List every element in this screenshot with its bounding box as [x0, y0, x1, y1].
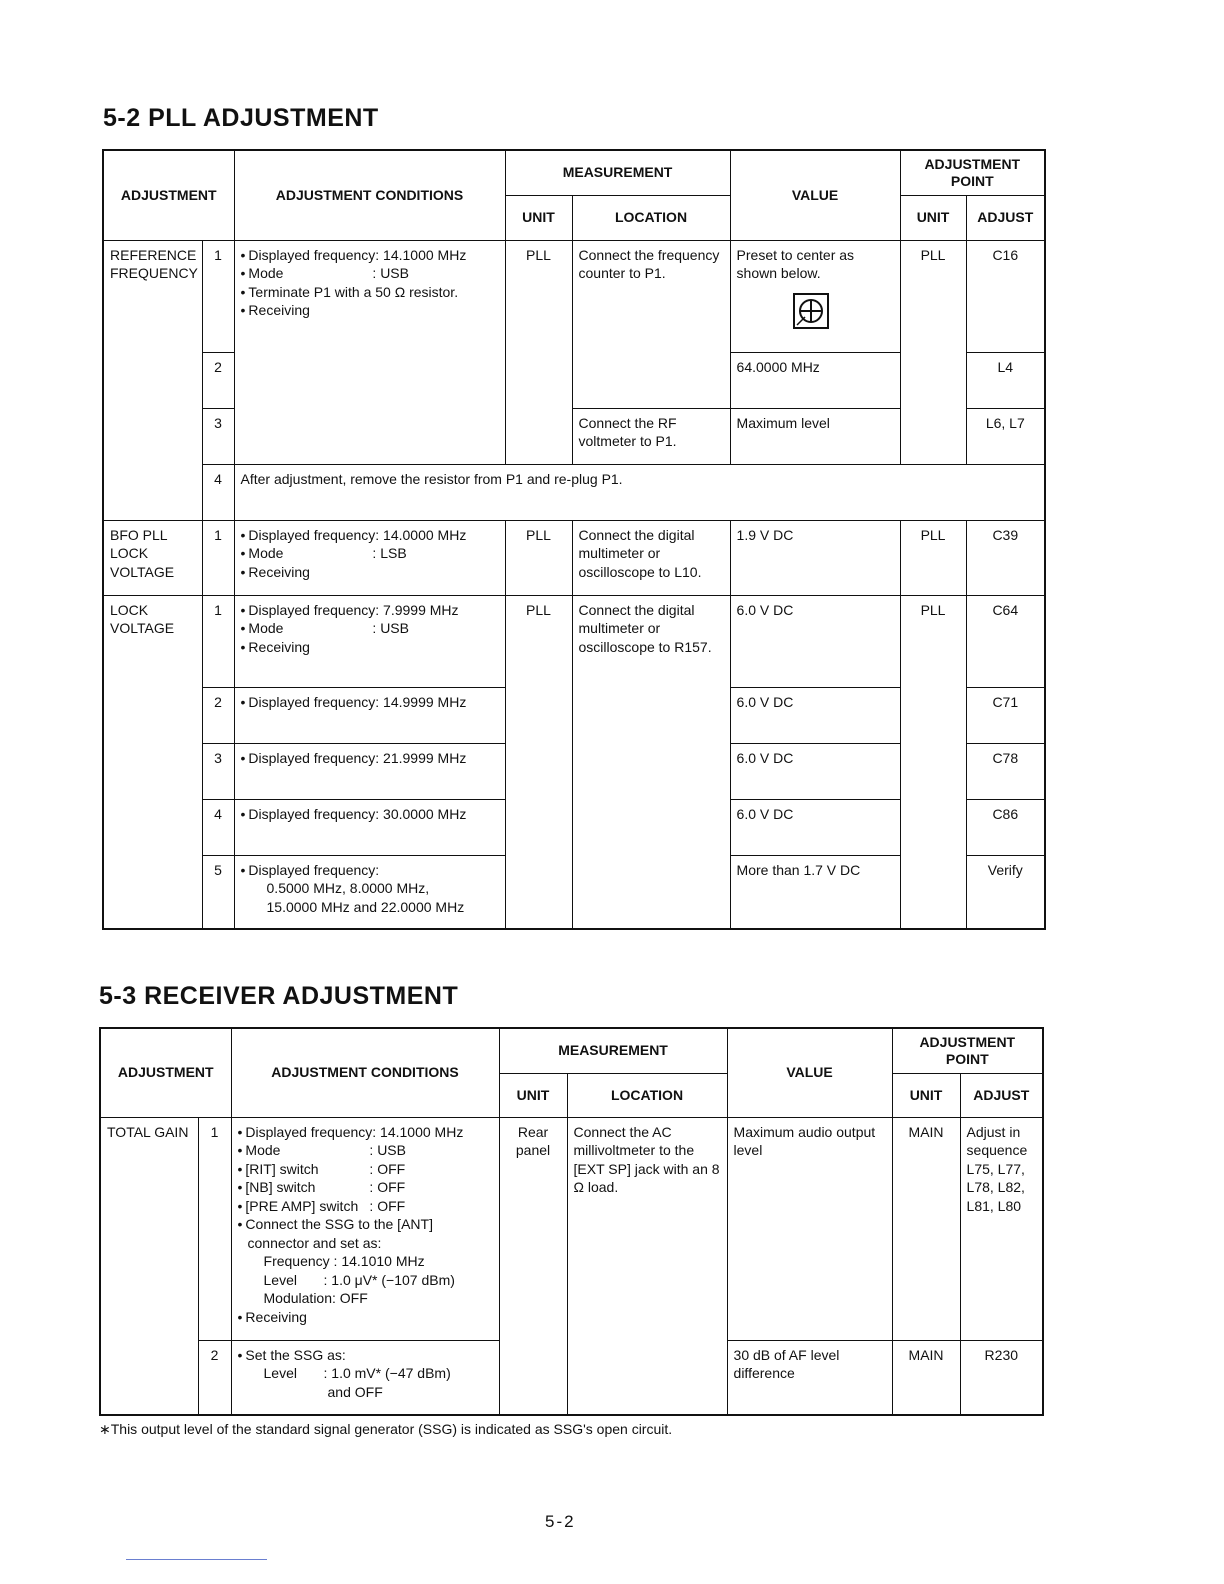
- step-number: 4: [202, 799, 234, 855]
- ap-unit: PLL: [900, 240, 966, 464]
- value-cell: Maximum audio output level: [727, 1117, 892, 1340]
- header-adjustment: ADJUSTMENT: [103, 150, 234, 240]
- measurement-location: Connect the frequency counter to P1.: [572, 240, 730, 408]
- header-ap-unit: UNIT: [900, 195, 966, 240]
- header-unit: UNIT: [505, 195, 572, 240]
- value-cell: 6.0 V DC: [730, 687, 900, 743]
- header-ap-unit: UNIT: [892, 1073, 960, 1117]
- measurement-unit: Rear panel: [499, 1117, 567, 1415]
- step-number: 2: [202, 687, 234, 743]
- pll-adjustment-table: [102, 149, 1046, 930]
- header-measurement: MEASUREMENT: [499, 1028, 727, 1073]
- step-number: 1: [202, 520, 234, 595]
- header-adjustment-point: ADJUSTMENT POINT: [900, 150, 1045, 195]
- receiver-adjustment-table: [99, 1027, 1044, 1416]
- ap-adjust: Adjust in sequence L75, L77, L78, L82, L81, L80: [960, 1117, 1043, 1340]
- ap-adjust: Verify: [966, 855, 1045, 929]
- table-row: [103, 595, 1045, 687]
- bottom-rule: [126, 1559, 267, 1560]
- step-number: 3: [202, 408, 234, 464]
- ap-adjust: L4: [966, 352, 1045, 408]
- measurement-location: Connect the RF voltmeter to P1.: [572, 408, 730, 464]
- header-value: VALUE: [730, 150, 900, 240]
- value-cell: 1.9 V DC: [730, 520, 900, 595]
- step-number: 2: [202, 352, 234, 408]
- header-ap-adjust: ADJUST: [960, 1073, 1043, 1117]
- ap-unit: MAIN: [892, 1117, 960, 1340]
- adjustment-note: After adjustment, remove the resistor from P1 and re-plug P1.: [234, 464, 1045, 520]
- header-conditions: ADJUSTMENT CONDITIONS: [231, 1028, 499, 1117]
- value-cell: More than 1.7 V DC: [730, 855, 900, 929]
- adjustment-conditions: • Displayed frequency: 21.9999 MHz: [234, 743, 505, 799]
- header-value: VALUE: [727, 1028, 892, 1117]
- adjustment-conditions: • Displayed frequency: 14.1000 MHz • Mode : USB • [RIT] switch : OFF • [NB] switch : OFF • [PRE AMP] switch : OFF • Connect the SSG to the [ANT] connector and set as: Frequency : 14.1010 MHz Level : 1.0 μV* (−107 dBm) Modulation: OFF • Receiving: [231, 1117, 499, 1340]
- value-cell: 6.0 V DC: [730, 595, 900, 687]
- header-ap-adjust: ADJUST: [966, 195, 1045, 240]
- ap-adjust: C16: [966, 240, 1045, 352]
- table-row: [103, 520, 1045, 595]
- header-conditions: ADJUSTMENT CONDITIONS: [234, 150, 505, 240]
- adjustment-conditions: • Displayed frequency: 14.1000 MHz • Mode : USB • Terminate P1 with a 50 Ω resistor. • Receiving: [234, 240, 505, 464]
- ap-adjust: L6, L7: [966, 408, 1045, 464]
- header-location: LOCATION: [567, 1073, 727, 1117]
- header-unit: UNIT: [499, 1073, 567, 1117]
- ap-unit: PLL: [900, 520, 966, 595]
- measurement-unit: PLL: [505, 595, 572, 929]
- ap-adjust: C64: [966, 595, 1045, 687]
- value-cell: Maximum level: [730, 408, 900, 464]
- step-number: 4: [202, 464, 234, 520]
- header-adjustment-point: ADJUSTMENT POINT: [892, 1028, 1043, 1073]
- adjustment-conditions: • Displayed frequency: 7.9999 MHz • Mode : USB • Receiving: [234, 595, 505, 687]
- value-cell: 30 dB of AF level difference: [727, 1340, 892, 1415]
- value-cell: 6.0 V DC: [730, 799, 900, 855]
- adjustment-conditions: • Displayed frequency: 0.5000 MHz, 8.0000 MHz, 15.0000 MHz and 22.0000 MHz: [234, 855, 505, 929]
- table-row: [103, 240, 1045, 352]
- measurement-location: Connect the digital multimeter or oscilloscope to L10.: [572, 520, 730, 595]
- measurement-unit: PLL: [505, 520, 572, 595]
- measurement-location: Connect the AC millivoltmeter to the [EXT SP] jack with an 8 Ω load.: [567, 1117, 727, 1415]
- adjustment-conditions: • Displayed frequency: 14.9999 MHz: [234, 687, 505, 743]
- ap-adjust: C71: [966, 687, 1045, 743]
- header-adjustment: ADJUSTMENT: [100, 1028, 231, 1117]
- step-number: 3: [202, 743, 234, 799]
- adjustment-name: REFERENCE FREQUENCY: [103, 240, 202, 520]
- pll-section-title: 5-2 PLL ADJUSTMENT: [103, 104, 379, 132]
- step-number: 2: [198, 1340, 231, 1415]
- adjustment-conditions: • Displayed frequency: 30.0000 MHz: [234, 799, 505, 855]
- step-number: 1: [202, 240, 234, 352]
- adjustment-name: BFO PLL LOCK VOLTAGE: [103, 520, 202, 595]
- value-cell: 6.0 V DC: [730, 743, 900, 799]
- ap-adjust: C86: [966, 799, 1045, 855]
- step-number: 5: [202, 855, 234, 929]
- footnote: ∗This output level of the standard signal generator (SSG) is indicated as SSG's open circuit.: [99, 1421, 673, 1437]
- adjustment-name: LOCK VOLTAGE: [103, 595, 202, 929]
- ap-adjust: C78: [966, 743, 1045, 799]
- header-location: LOCATION: [572, 195, 730, 240]
- table-row: [100, 1117, 1043, 1340]
- adjustment-conditions: • Set the SSG as: Level : 1.0 mV* (−47 dBm) and OFF: [231, 1340, 499, 1415]
- value-cell: Preset to center as shown below.: [730, 240, 900, 352]
- step-number: 1: [202, 595, 234, 687]
- ap-adjust: R230: [960, 1340, 1043, 1415]
- ap-adjust: C39: [966, 520, 1045, 595]
- ap-unit: PLL: [900, 595, 966, 929]
- header-measurement: MEASUREMENT: [505, 150, 730, 195]
- page-number: 5-2: [545, 1512, 576, 1531]
- measurement-unit: PLL: [505, 240, 572, 464]
- value-cell: 64.0000 MHz: [730, 352, 900, 408]
- receiver-section-title: 5-3 RECEIVER ADJUSTMENT: [99, 982, 459, 1010]
- ap-unit: MAIN: [892, 1340, 960, 1415]
- adjustment-name: TOTAL GAIN: [100, 1117, 198, 1415]
- trimmer-capacitor-center-icon: [793, 293, 829, 329]
- table-row: [103, 464, 1045, 520]
- measurement-location: Connect the digital multimeter or oscilloscope to R157.: [572, 595, 730, 929]
- adjustment-conditions: • Displayed frequency: 14.0000 MHz • Mode : LSB • Receiving: [234, 520, 505, 595]
- step-number: 1: [198, 1117, 231, 1340]
